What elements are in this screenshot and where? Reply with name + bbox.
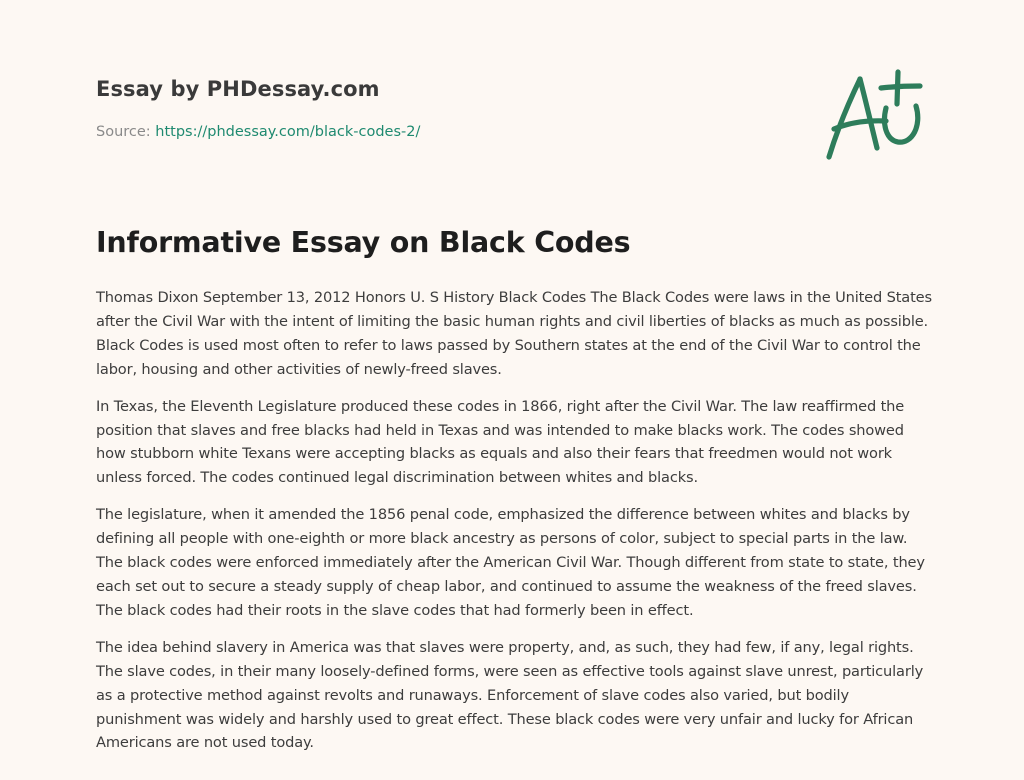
site-name: Essay by PHDessay.com [96,77,380,101]
essay-paragraph: In Texas, the Eleventh Legislature produced these codes in 1866, right after the Civil War. The law reaffirmed the position that slaves and free blacks had held in Texas and was intended to make blacks work. The codes showed how stubborn white Texans were accepting blacks as equals and also their fears that freedmen would not work unless forced. The codes continued legal discrimination between whites and blacks. [96,397,905,487]
source-link[interactable]: https://phdessay.com/black-codes-2/ [155,124,421,140]
source-label: Source: [96,124,151,140]
essay-paragraph: The idea behind slavery in America was that slaves were property, and, as such, they had few, if any, legal rights. The slave codes, in their many loosely-defined forms, were seen as effective tools against slave unrest, particularly as a protective method against revolts and runaways. Enforcement of slave codes also varied, but bodily punishment was widely and harshly used to great effect. These black codes were very unfair and lucky for African Americans are not used today. [96,638,924,752]
essay-paragraph: Thomas Dixon September 13, 2012 Honors U. S History Black Codes The Black Codes were laws in the United States after the Civil War with the intent of limiting the basic human rights and civil liberties of blacks as much as possible. Black Codes is used most often to refer to laws passed by Southern states at the end of the Civil War to control the labor, housing and other activities of newly-freed slaves. [96,289,932,378]
a-plus-logo-icon [820,66,930,166]
essay-title: Informative Essay on Black Codes [96,226,631,259]
essay-body [96,286,934,768]
essay-paragraph: The legislature, when it amended the 1856 penal code, emphasized the difference between whites and blacks by defining all people with one-eighth or more black ancestry as persons of color, subject to special parts in the law. The black codes were enforced immediately after the American Civil War. Though different from state to state, they each set out to secure a steady supply of cheap labor, and continued to assume the weakness of the freed slaves. The black codes had their roots in the slave codes that had formerly been in effect. [96,506,925,619]
source-line [96,124,420,140]
